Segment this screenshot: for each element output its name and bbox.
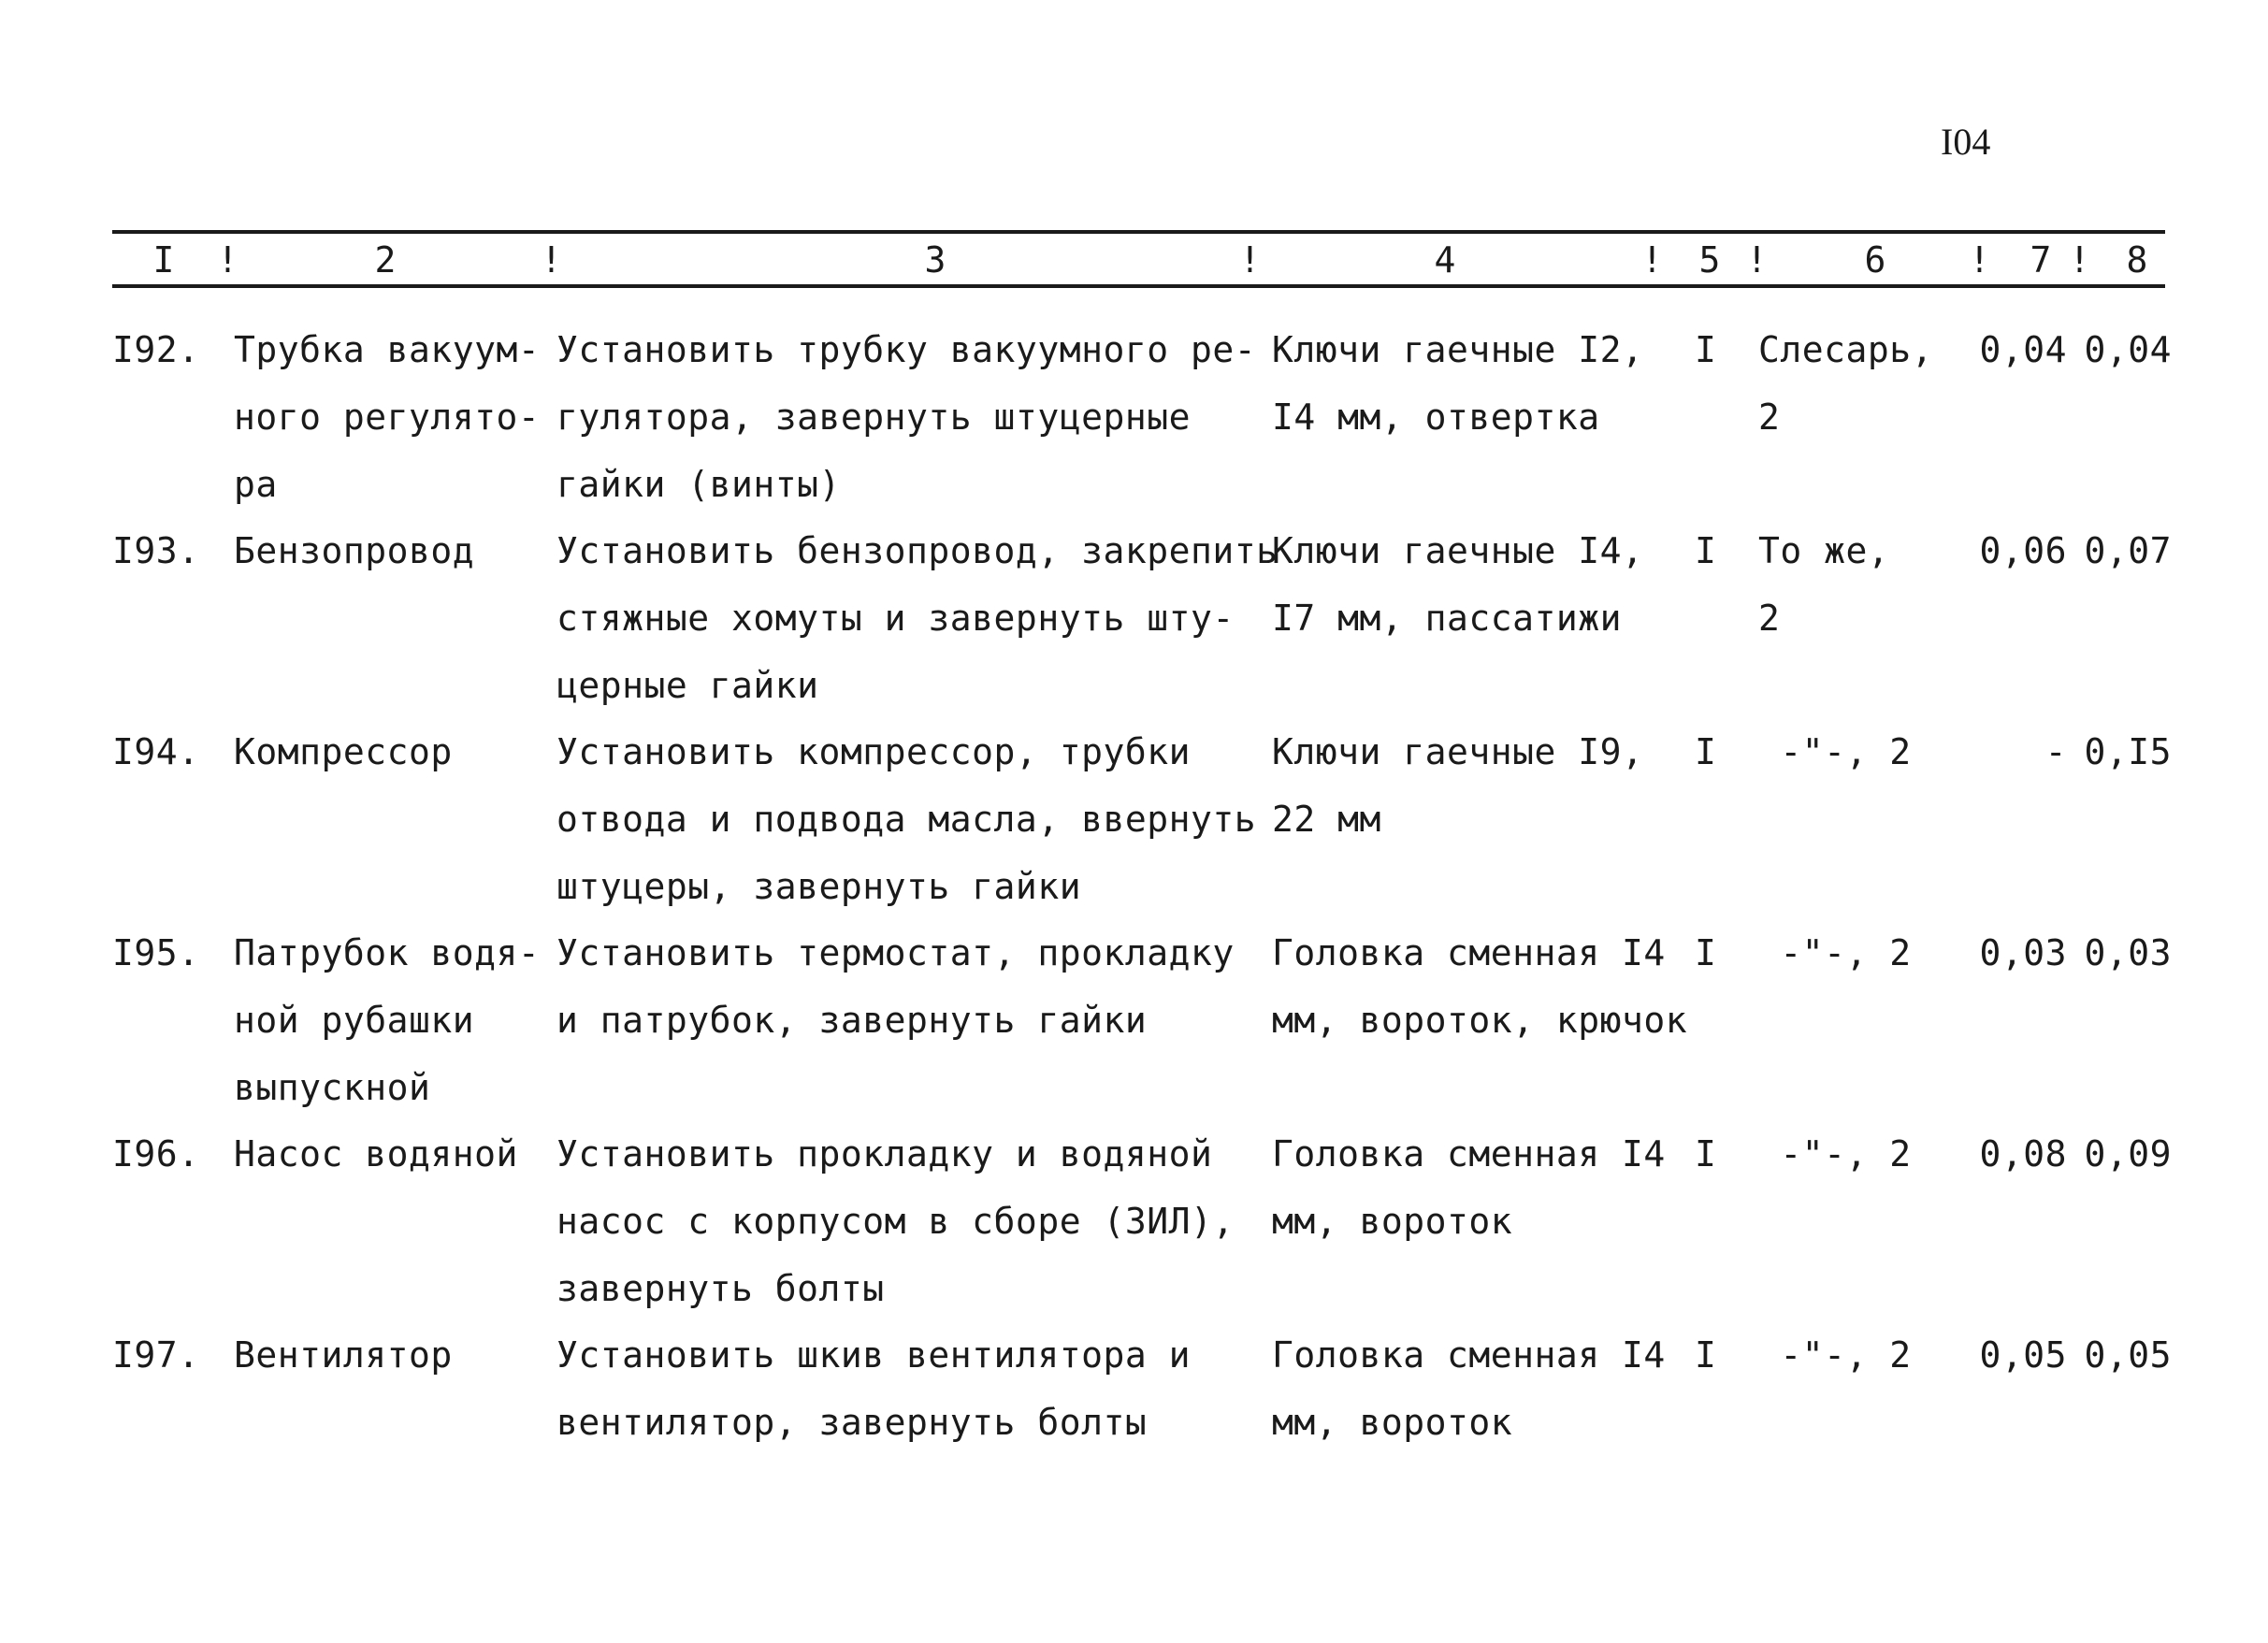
- header-separator: !: [541, 239, 562, 281]
- tools-text: Ключи гаечные I9, 22 мм: [1272, 731, 1644, 840]
- worker-text: То же, 2: [1758, 530, 1890, 639]
- part-name: Бензопровод: [234, 530, 475, 571]
- operation-text: Установить трубку вакуумного ре- гулятора, завернуть штуцерные гайки (винты): [556, 329, 1257, 505]
- col7-value: 0,03: [1979, 932, 2067, 973]
- col7-value: 0,04: [1979, 329, 2067, 370]
- header-separator: !: [217, 239, 238, 281]
- col5-value: I: [1695, 329, 1717, 370]
- header-separator: !: [2069, 239, 2090, 281]
- header-col-8: 8: [2126, 239, 2148, 281]
- worker-text: Слесарь, 2: [1758, 329, 1934, 438]
- table-header-rule: [112, 284, 2165, 288]
- header-separator: !: [1239, 239, 1261, 281]
- part-name: Патрубок водя- ной рубашки выпускной: [234, 932, 541, 1108]
- row-number: I93.: [112, 530, 200, 571]
- worker-text: -"-, 2: [1758, 932, 1912, 973]
- col7-value: -: [2044, 731, 2067, 772]
- tools-text: Ключи гаечные I4, I7 мм, пассатижи: [1272, 530, 1644, 639]
- operation-text: Установить прокладку и водяной насос с корпусом в сборе (ЗИЛ), завернуть болты: [556, 1133, 1235, 1309]
- row-number: I92.: [112, 329, 200, 370]
- tools-text: Головка сменная I4 мм, вороток, крючок: [1272, 932, 1688, 1041]
- operation-text: Установить компрессор, трубки отвода и подвода масла, ввернуть штуцеры, завернуть гайки: [556, 731, 1257, 907]
- header-col-1: I: [152, 239, 175, 281]
- header-col-6: 6: [1864, 239, 1886, 281]
- col8-value: 0,09: [2084, 1133, 2172, 1175]
- row-number: I97.: [112, 1334, 200, 1376]
- tools-text: Головка сменная I4 мм, вороток: [1272, 1334, 1666, 1443]
- part-name: Трубка вакуум- ного регулято- ра: [234, 329, 541, 505]
- header-col-5: 5: [1698, 239, 1721, 281]
- col8-value: 0,I5: [2084, 731, 2172, 772]
- header-separator: !: [1641, 239, 1663, 281]
- operation-text: Установить бензопровод, закрепить стяжные хомуты и завернуть шту- церные гайки: [556, 530, 1278, 706]
- col7-value: 0,05: [1979, 1334, 2067, 1376]
- header-col-3: 3: [924, 239, 946, 281]
- row-number: I94.: [112, 731, 200, 772]
- header-separator: !: [1746, 239, 1768, 281]
- header-col-4: 4: [1434, 239, 1456, 281]
- row-number: I96.: [112, 1133, 200, 1175]
- col8-value: 0,07: [2084, 530, 2172, 571]
- col5-value: I: [1695, 731, 1717, 772]
- worker-text: -"-, 2: [1758, 731, 1912, 772]
- page-number: I04: [1941, 121, 1991, 163]
- col5-value: I: [1695, 932, 1717, 973]
- col8-value: 0,03: [2084, 932, 2172, 973]
- row-number: I95.: [112, 932, 200, 973]
- part-name: Компрессор: [234, 731, 453, 772]
- col5-value: I: [1695, 530, 1717, 571]
- operation-text: Установить шкив вентилятора и вентилятор, завернуть болты: [556, 1334, 1191, 1443]
- col8-value: 0,04: [2084, 329, 2172, 370]
- header-separator: !: [1969, 239, 1990, 281]
- col5-value: I: [1695, 1133, 1717, 1175]
- header-col-7: 7: [2030, 239, 2052, 281]
- tools-text: Ключи гаечные I2, I4 мм, отвертка: [1272, 329, 1644, 438]
- col8-value: 0,05: [2084, 1334, 2172, 1376]
- operation-text: Установить термостат, прокладку и патрубок, завернуть гайки: [556, 932, 1235, 1041]
- table-top-rule: [112, 230, 2165, 234]
- col7-value: 0,06: [1979, 530, 2067, 571]
- part-name: Насос водяной: [234, 1133, 518, 1175]
- part-name: Вентилятор: [234, 1334, 453, 1376]
- worker-text: -"-, 2: [1758, 1334, 1912, 1376]
- worker-text: -"-, 2: [1758, 1133, 1912, 1175]
- col7-value: 0,08: [1979, 1133, 2067, 1175]
- col5-value: I: [1695, 1334, 1717, 1376]
- tools-text: Головка сменная I4 мм, вороток: [1272, 1133, 1666, 1242]
- header-col-2: 2: [374, 239, 397, 281]
